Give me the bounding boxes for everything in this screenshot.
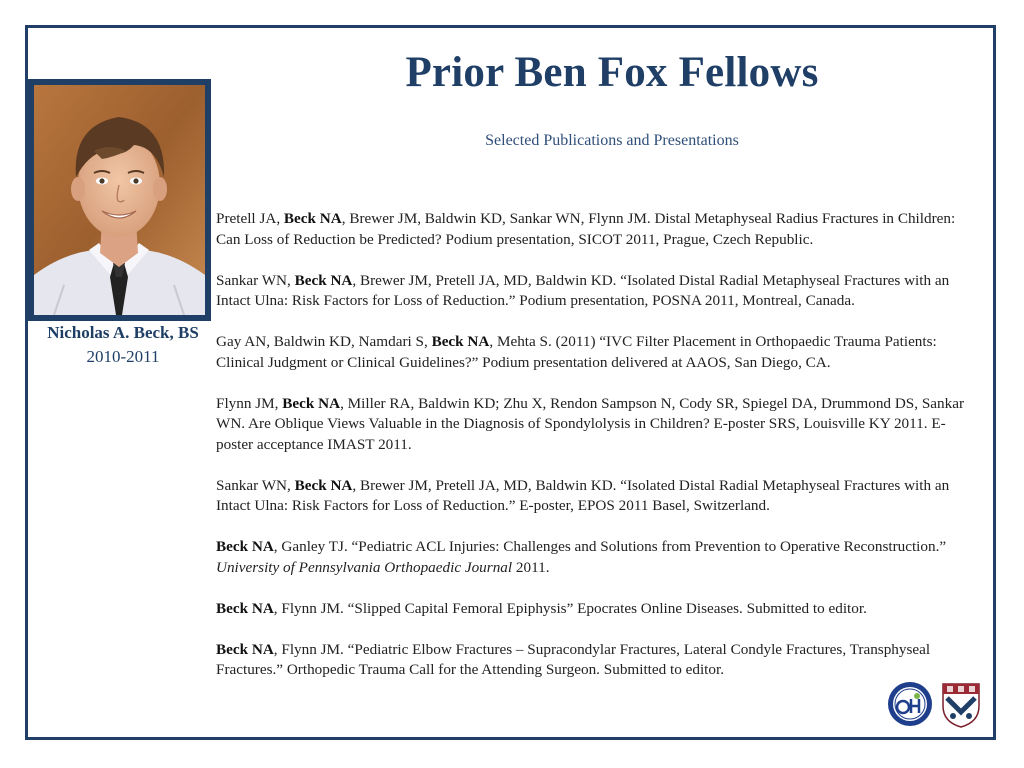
publication-item: Beck NA, Flynn JM. “Slipped Capital Femoral Epiphysis” Epocrates Online Diseases. Submitted to editor.: [216, 599, 867, 617]
penn-shield-icon: [941, 682, 981, 728]
portrait-image: [34, 85, 205, 315]
publication-item: Beck NA, Flynn JM. “Pediatric Elbow Fractures – Supracondylar Fractures, Lateral Condyle Fractures, Transphyseal Fractures.” Orthopedic Trauma Call for the Attending Surgeon. Submitted to editor.: [216, 640, 931, 678]
publication-item: Beck NA, Ganley TJ. “Pediatric ACL Injuries: Challenges and Solutions from Prevention to Operative Reconstruction.” University of Pennsylvania Orthopaedic Journal 2011.: [216, 538, 947, 576]
fellow-photo: [28, 79, 211, 321]
publication-item: Pretell JA, Beck NA, Brewer JM, Baldwin KD, Sankar WN, Flynn JM. Distal Metaphyseal Radius Fractures in Children: Can Loss of Reduction be Predicted? Podium presentation, SICOT 2011, Prague, Czech Republic.: [216, 210, 956, 248]
publication-item: Sankar WN, Beck NA, Brewer JM, Pretell JA, MD, Baldwin KD. “Isolated Distal Radial Metaphyseal Fractures with an Intact Ulna: Risk Factors for Loss of Reduction.” Podium presentation, POSNA 2011, Montreal, Canada.: [216, 271, 950, 309]
page-subtitle: Selected Publications and Presentations: [485, 132, 739, 149]
childrens-hospital-seal-icon: [887, 681, 933, 727]
publication-item: Sankar WN, Beck NA, Brewer JM, Pretell JA, MD, Baldwin KD. “Isolated Distal Radial Metaphyseal Fractures with an Intact Ulna: Risk Factors for Loss of Reduction.” E-poster, EPOS 2011 Basel, Switzerland.: [216, 476, 950, 514]
publication-item: Flynn JM, Beck NA, Miller RA, Baldwin KD; Zhu X, Rendon Sampson N, Cody SR, Spiegel DA, Drummond DS, Sankar WN. Are Oblique Views Valuable in the Diagnosis of Spondylolysis in Children? E-poster SRS, Louisville KY 2011. E-poster acceptance IMAST 2011.: [216, 394, 965, 453]
publication-item: Gay AN, Baldwin KD, Namdari S, Beck NA, Mehta S. (2011) “IVC Filter Placement in Orthopaedic Trauma Patients: Clinical Judgment or Clinical Guidelines?” Podium presentation delivered at AAOS, San Diego, CA.: [216, 333, 937, 371]
fellow-name: Nicholas A. Beck, BS: [47, 323, 199, 342]
page-title: Prior Ben Fox Fellows: [405, 49, 819, 96]
publications-list: [216, 209, 976, 701]
fellow-years: 2010-2011: [86, 347, 160, 366]
